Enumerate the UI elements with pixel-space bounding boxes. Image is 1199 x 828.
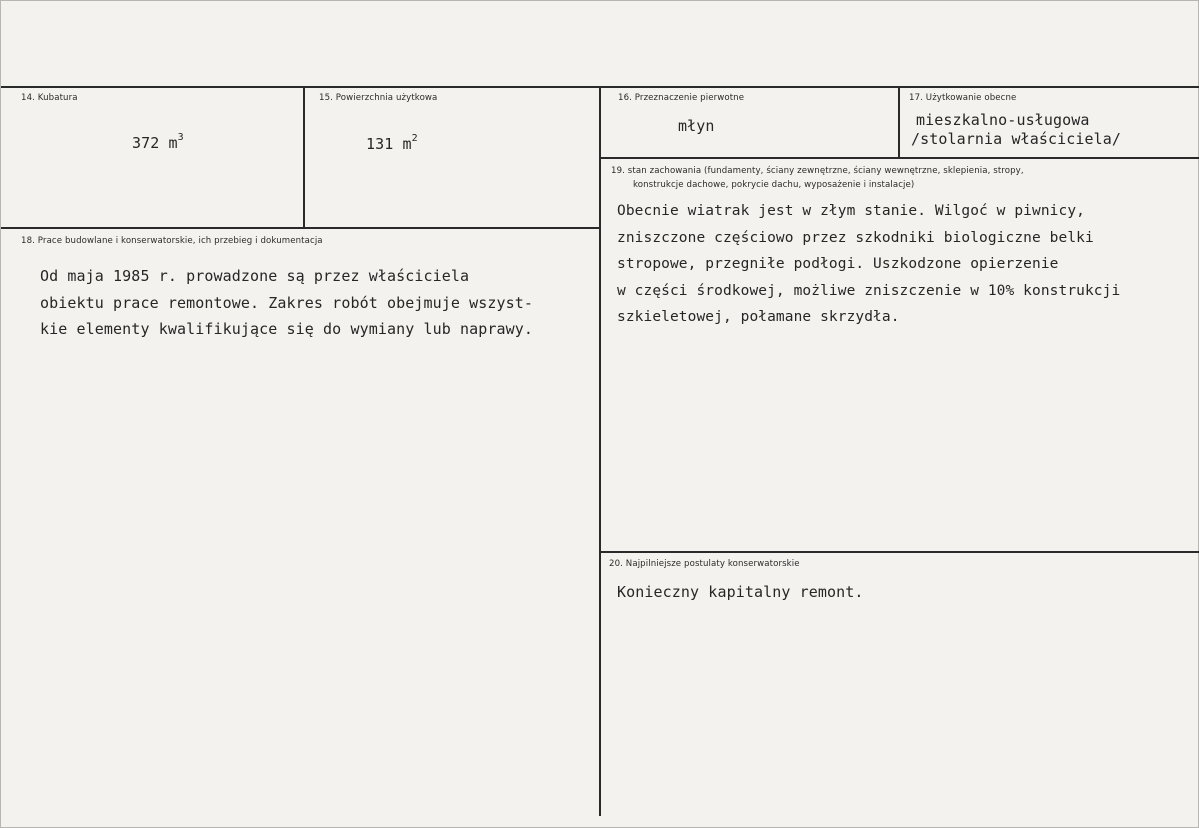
field-18-text bbox=[40, 263, 533, 343]
rule-above-20 bbox=[599, 551, 1199, 553]
field-17-value-line-1: mieszkalno-usługowa bbox=[916, 111, 1090, 129]
field-19-line: w części środkowej, możliwe zniszczenie w 10% konstrukcji bbox=[617, 282, 1121, 299]
field-15-value: 131 $m^2$ bbox=[366, 133, 418, 153]
field-18-line: obiektu prace remontowe. Zakres robót obejmuje wszyst- bbox=[40, 293, 534, 312]
field-14-value: 372 $m^3$ bbox=[132, 132, 184, 152]
field-14-label: 14. Kubatura bbox=[21, 93, 78, 103]
field-18-line: kie elementy kwalifikujące się do wymiany lub naprawy. bbox=[40, 320, 534, 338]
field-16-label: 16. Przeznaczenie pierwotne bbox=[618, 93, 745, 103]
field-17-label: 17. Użytkowanie obecne bbox=[909, 93, 1017, 103]
field-19-label-line-2: konstrukcje dachowe, pokrycie dachu, wyposażenie i instalacje) bbox=[633, 180, 915, 190]
divider-main bbox=[599, 86, 601, 816]
rule-under-16-17 bbox=[599, 157, 1199, 159]
field-18-label: 18. Prace budowlane i konserwatorskie, ich przebieg i dokumentacja bbox=[21, 236, 323, 246]
field-19-label-line-1: 19. stan zachowania (fundamenty, ściany zewnętrzne, ściany wewnętrzne, sklepienia, stropy, bbox=[611, 166, 1024, 176]
field-19-line: Obecnie wiatrak jest w złym stanie. Wilgoć w piwnicy, bbox=[617, 203, 1085, 219]
field-19-line: zniszczone częściowo przez szkodniki biologiczne belki bbox=[617, 229, 1094, 246]
divider-14-15 bbox=[303, 86, 305, 228]
rule-under-14-15 bbox=[1, 227, 601, 229]
field-19-line: szkieletowej, połamane skrzydła. bbox=[617, 309, 900, 325]
field-20-label: 20. Najpilniejsze postulaty konserwatorskie bbox=[609, 559, 800, 569]
field-19-text bbox=[617, 198, 1120, 331]
field-16-value: młyn bbox=[678, 117, 715, 135]
field-18-line: Od maja 1985 r. prowadzone są przez właściciela bbox=[40, 267, 470, 285]
divider-16-17 bbox=[898, 86, 900, 158]
field-15-label: 15. Powierzchnia użytkowa bbox=[319, 93, 438, 103]
field-20-value: Konieczny kapitalny remont. bbox=[617, 583, 864, 601]
field-17-value-line-2: /stolarnia właściciela/ bbox=[911, 130, 1122, 148]
field-19-line: stropowe, przegniłe podłogi. Uszkodzone opierzenie bbox=[617, 256, 1059, 272]
